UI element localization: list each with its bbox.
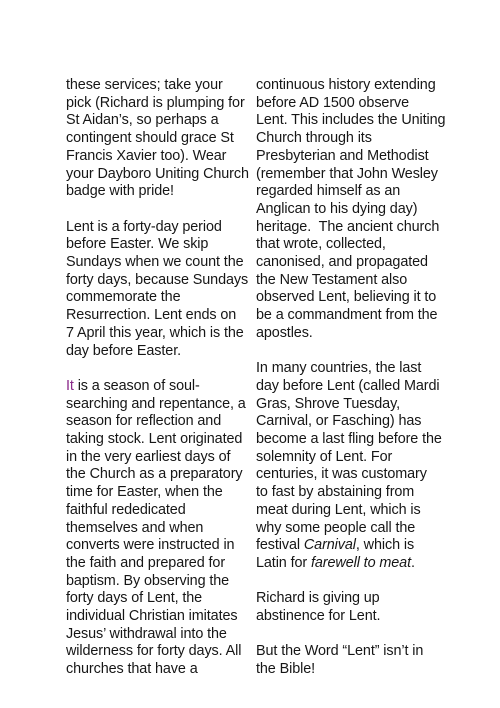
text-run: festival [256, 537, 304, 554]
text-line: apostles. [256, 324, 313, 341]
text-line: regarded himself as an [256, 183, 401, 200]
italic-term-carnival: Carnival [303, 537, 356, 554]
text-line: why some people call the [256, 519, 416, 536]
text-line: the Bible! [256, 661, 316, 678]
text-line: forty days, because Sundays [66, 271, 249, 288]
text-line: churches that have a [66, 661, 198, 678]
text-run: is a season of soul- [73, 377, 200, 394]
text-line: commemorate the [66, 289, 181, 306]
text-line: the faith and prepared for [66, 554, 226, 571]
paragraph-richard [256, 590, 436, 625]
text-line: the New Testament also [256, 271, 408, 288]
text-line: themselves and when [66, 519, 204, 536]
paragraph-carnival [256, 360, 442, 572]
text-line: your Dayboro Uniting Church [66, 165, 249, 182]
text-line: taking stock. Lent originated [66, 431, 243, 448]
text-line: season for reflection and [66, 413, 222, 430]
text-line: centuries, it was customary [256, 466, 427, 483]
text-line: forty days of Lent, the [66, 590, 203, 607]
text-line: Lent. This includes the Uniting [256, 112, 446, 129]
paragraph-lent-definition [66, 218, 249, 361]
text-line: searching and repentance, a [66, 395, 246, 412]
text-line: converts were instructed in [66, 537, 235, 554]
text-line: baptism. By observing the [66, 572, 230, 589]
text-line: Presbyterian and Methodist [256, 147, 429, 164]
text-line [256, 537, 436, 555]
text-line: solemnity of Lent. For [256, 448, 393, 465]
accent-word: It [66, 377, 74, 394]
text-line: Richard is giving up [256, 590, 380, 607]
text-line: heritage. The ancient church [256, 218, 440, 235]
text-line: Resurrection. Lent ends on [66, 307, 237, 324]
text-line [256, 555, 436, 573]
text-line: badge with pride! [66, 183, 174, 200]
text-run: . [410, 554, 415, 571]
text-line: that wrote, collected, [256, 236, 386, 253]
text-line: Lent is a forty-day period [66, 218, 222, 235]
text-line: individual Christian imitates [66, 608, 238, 625]
right-column [256, 77, 446, 697]
text-line: Jesus’ withdrawal into the [66, 625, 227, 642]
text-line: be a commandment from the [256, 307, 438, 324]
text-line: Sundays when we count the [66, 254, 244, 271]
text-line: in the very earliest days of [66, 448, 231, 465]
text-line: canonised, and propagated [256, 254, 428, 271]
paragraph-bible [256, 643, 436, 678]
text-line: St Aidan’s, so perhaps a [66, 112, 219, 129]
text-run: , which is [355, 537, 415, 554]
text-line: these services; take your [66, 77, 223, 93]
text-line: Gras, Shrove Tuesday, [256, 395, 401, 412]
text-line: time for Easter, when the [66, 484, 223, 501]
paragraph-season [66, 378, 244, 679]
text-line: become a last fling before the [256, 431, 442, 448]
text-line: wilderness for forty days. All [66, 643, 242, 660]
text-line: pick (Richard is plumping for [66, 94, 245, 111]
text-line: observed Lent, believing it to [256, 289, 437, 306]
text-line: before AD 1500 observe [256, 94, 410, 111]
paragraph-history [256, 77, 446, 343]
text-run: Latin for [256, 554, 311, 571]
paragraph-services [66, 77, 249, 201]
text-line: Francis Xavier too). Wear [66, 147, 227, 164]
text-line: Carnival, or Fasching) has [256, 413, 422, 430]
text-line: faithful rededicated [66, 501, 186, 518]
text-line: to fast by abstaining from [256, 484, 415, 501]
left-column [66, 77, 249, 697]
text-line: the Church as a preparatory [66, 466, 243, 483]
text-line: Anglican to his dying day) [256, 200, 418, 217]
italic-term-farewell: farewell to meat [311, 554, 411, 571]
text-line: In many countries, the last [256, 360, 422, 377]
text-line: 7 April this year, which is the [66, 324, 244, 341]
text-line: contingent should grace St [66, 130, 234, 147]
text-line: Church through its [256, 130, 372, 147]
text-line: (remember that John Wesley [256, 165, 438, 182]
text-line: continuous history extending [256, 77, 436, 93]
text-line: abstinence for Lent. [256, 608, 381, 625]
text-line: day before Lent (called Mardi [256, 377, 440, 394]
text-line: But the Word “Lent” isn’t in [256, 643, 424, 660]
text-line [66, 378, 244, 396]
text-line: meat during Lent, which is [256, 501, 421, 518]
text-line: day before Easter. [66, 342, 181, 359]
text-line: before Easter. We skip [66, 236, 209, 253]
